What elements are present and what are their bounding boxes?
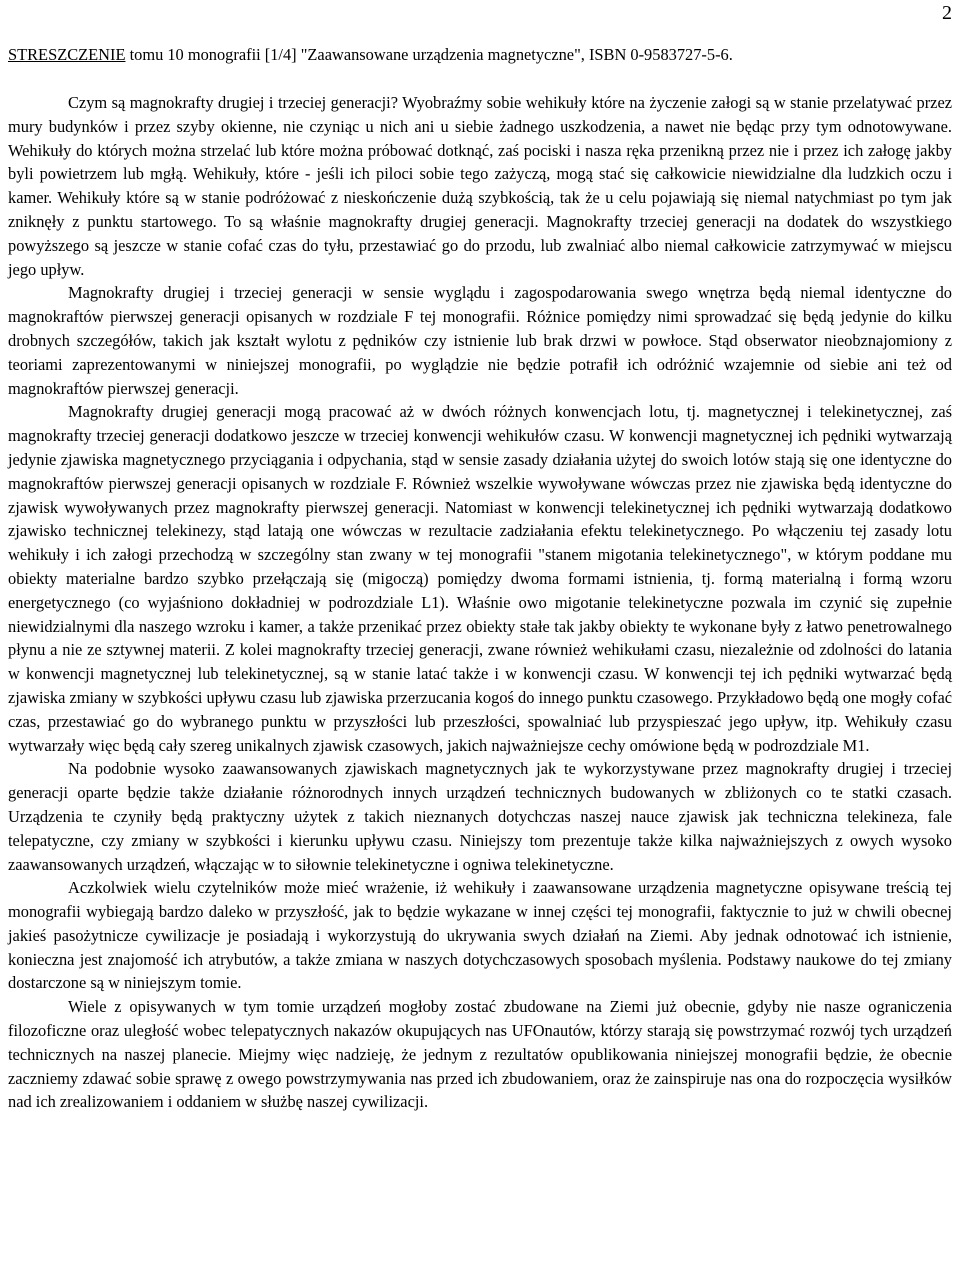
- body-text: [8, 91, 952, 1114]
- paragraph: Magnokrafty drugiej generacji mogą pracować aż w dwóch różnych konwencjach lotu, tj. magnetycznej i telekinetycznej, zaś magnokrafty trzeciej generacji dodatkowo jeszcze w trzeciej konwencji wehikułów czasu. W konwencji magnetycznej ich pędniki wytwarzają jedynie zjawiska magnetycznego przyciągania i odpychania, stąd w sensie zasady działania użytej do swoich lotów stają się one identyczne do magnokraftów pierwszej generacji opisanych w rozdziale F. Również wszelkie wywoływane wówczas przez nie zjawiska będą identyczne do zjawisk wywoływanych przez magnokrafty pierwszej generacji. Natomiast w konwencji telekinetycznej ich pędniki wytwarzają dodatkowo zjawisko technicznej telekinezy, stąd latają one wówczas w rezultacie zadziałania efektu telekinetycznego. Po włączeniu tej zasady lotu wehikuły i ich załogi przechodzą w szczególny stan zwany w tej monografii "stanem migotania telekinetycznego", w którym poddane mu obiekty materialne bardzo szybko przełączają się (migoczą) pomiędzy dwoma formami istnienia, tj. formą materialną i formą wzoru energetycznego (co wyjaśniono dokładniej w podrozdziale L1). Właśnie owo migotanie telekinetyczne pozwala im czynić się zupełnie niewidzialnymi dla naszego wzroku i kamer, a także przenikać przez obiekty stałe tak jakby obiekty te wykonane były z łatwo penetrowalnego płynu a nie ze sztywnej materii. Z kolei magnokrafty trzeciej generacji, zwane również wehikułami czasu, niezależnie od zdolności do latania w konwencji magnetycznej lub telekinetycznej, są w stanie latać także i w konwencji czasu. W konwencji tej ich pędniki wytwarzać będą zjawiska zmiany w szybkości upływu czasu lub zjawiska przerzucania kogoś do innego punktu czasowego. Przykładowo będą one mogły cofać czas, przestawiać go do wybranego punktu w przyszłości lub przeszłości, spowalniać lub przyspieszać jego upływ, itp. Wehikuły czasu wytwarzały więc będą cały szereg unikalnych zjawisk czasowych, jakich najważniejsze cechy omówione będą w podrozdziale M1.: [8, 402, 952, 755]
- page-number: 2: [942, 2, 952, 24]
- paragraph: Aczkolwiek wielu czytelników może mieć wrażenie, iż wehikuły i zaawansowane urządzenia magnetyczne opisywane treścią tej monografii wybiegają bardzo daleko w przyszłość, jak to będzie wykazane w innej części tej monografii, faktycznie to już w chwili obecnej jakieś pasożytnicze cywilizacje je posiadają i wykorzystują do ukrywania swych działań na Ziemi. Aby jednak odnotować ich istnienie, konieczna jest znajomość ich atrybutów, a także zmiana w naszych dotychczasowych sposobach myślenia. Podstawy naukowe do tej zmiany dostarczone są w niniejszym tomie.: [8, 878, 952, 993]
- header-link-streszczenie[interactable]: STRESZCZENIE: [8, 45, 126, 64]
- paragraph: Magnokrafty drugiej i trzeciej generacji w sensie wyglądu i zagospodarowania swego wnętrza będą niemal identyczne do magnokraftów pierwszej generacji opisanych w rozdziale F tej monografii. Różnice pomiędzy nimi sprowadzać się będą jedynie do kilku drobnych szczegółów, takich jak kształt wylotu z pędników czy istnienie lub brak drzwi w powłoce. Stąd obserwator nieobznajomiony z teoriami zaprezentowanymi w niniejszej monografii, po wyglądzie nie będzie potrafił ich odróżnić wzajemnie od siebie ani też od magnokraftów pierwszej generacji.: [8, 283, 952, 398]
- header-text: tomu 10 monografii [1/4] "Zaawansowane urządzenia magnetyczne", ISBN 0-9583727-5-6.: [125, 45, 733, 64]
- paragraph: Czym są magnokrafty drugiej i trzeciej generacji? Wyobraźmy sobie wehikuły które na życzenie załogi są w stanie przelatywać przez mury budynków i przez szyby okienne, nie czyniąc u nich ani u siebie żadnego uszkodzenia, a nawet nie będąc przy tym odnotowywane. Wehikuły do których można strzelać lub które można próbować dotknąć, zaś pociski i nasza ręka przenikną przez nie i przez ich załogę jakby byli powietrzem lub mgłą. Wehikuły, które - jeśli ich piloci sobie tego zażyczą, mogą stać się całkowicie niewidzialne dla ludzkich oczu i kamer. Wehikuły które są w stanie podróżować z nieskończenie dużą szybkością, tak że u celu pojawiają się niemal natychmiast po tym jak zniknęły z punktu startowego. To są właśnie magnokrafty drugiej generacji. Magnokrafty trzeciej generacji na dodatek do wszystkiego powyższego są jeszcze w stanie cofać czas do tyłu, przestawiać go do przodu, lub zwalniać albo niemal całkowicie zatrzymywać w miejscu jego upływ.: [8, 93, 952, 279]
- paragraph: Na podobnie wysoko zaawansowanych zjawiskach magnetycznych jak te wykorzystywane przez magnokrafty drugiej i trzeciej generacji oparte będzie także działanie różnorodnych innych urządzeń technicznych budowanych w zbliżonych co te statki czasach. Urządzenia te czyniły będą praktyczny użytek z takich nieznanych dotychczas naszej nauce zjawisk jak techniczna telekineza, fale telepatyczne, czy zmiany w szybkości i kierunku upływu czasu. Niniejszy tom prezentuje także kilka najważniejszych z owych wysoko zaawansowanych urządzeń, włączając w to siłownie telekinetyczne i ogniwa telekinetyczne.: [8, 759, 952, 874]
- document-header: [8, 43, 952, 67]
- paragraph: Wiele z opisywanych w tym tomie urządzeń mogłoby zostać zbudowane na Ziemi już obecnie, gdyby nie nasze ograniczenia filozoficzne oraz uległość wobec telepatycznych nakazów okupujących nas UFOnautów, którzy starają się powstrzymać rozwój tych urządzeń technicznych na naszej planecie. Miejmy więc nadzieję, że jednym z rezultatów opublikowania niniejszej monografii będzie, że obecnie zaczniemy zdawać sobie sprawę z owego powstrzymywania nas przed ich zbudowaniem, oraz że zainspiruje nas ona do rozpoczęcia wysiłków nad ich zrealizowaniem i oddaniem w służbę naszej cywilizacji.: [8, 997, 952, 1112]
